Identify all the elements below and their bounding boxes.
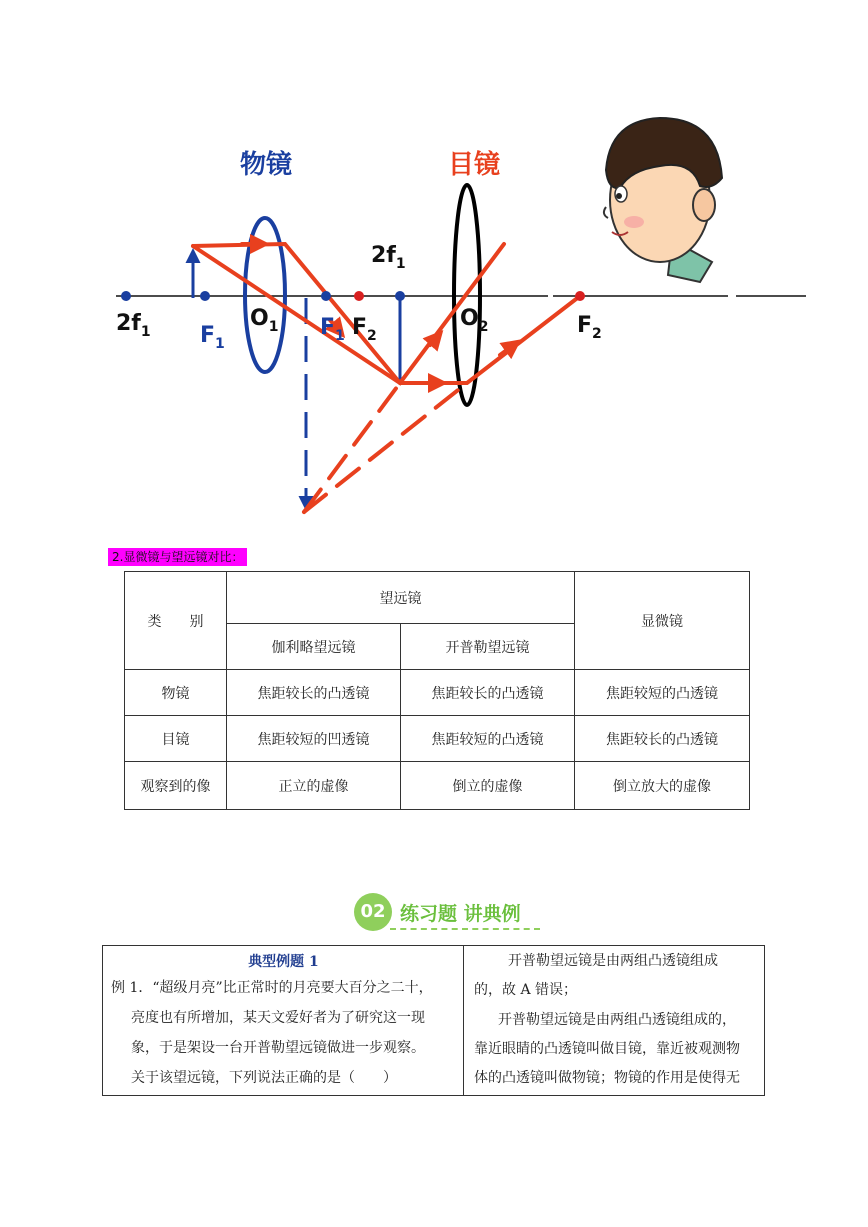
label-f1-right: $F_1$ — [320, 315, 345, 344]
answer-line: 的，故 A 错误； — [474, 982, 578, 998]
eyepiece-label: 目镜 — [448, 150, 501, 180]
row-label: 观察到的像 — [125, 762, 227, 810]
banner-underline — [390, 928, 540, 930]
question-line: 关于该望远镜，下列说法正确的是（ ） — [131, 1070, 397, 1086]
header-microscope: 显微镜 — [575, 572, 750, 670]
example-box — [102, 945, 765, 1096]
question-line: 象，于是架设一台开普勒望远镜做进一步观察。 — [131, 1040, 425, 1056]
table-cell: 焦距较长的凸透镜 — [401, 670, 575, 716]
label-2f1-left: $2f_1$ — [116, 311, 151, 340]
row-label: 物镜 — [125, 670, 227, 716]
question-line: 例 1．“超级月亮”比正常时的月亮要大百分之二十， — [111, 980, 433, 996]
label-o1: $O_1$ — [250, 306, 279, 335]
header-category: 类 别 — [125, 572, 227, 670]
comparison-table — [124, 571, 750, 810]
answer-line: 体的凸透镜叫做物镜；物镜的作用是使得无 — [474, 1070, 740, 1086]
observer-face-icon — [604, 118, 722, 282]
label-f1: $F_1$ — [200, 323, 225, 352]
header-keplerian: 开普勒望远镜 — [401, 624, 575, 670]
example-title: 典型例题 1 — [248, 954, 319, 970]
light-rays — [193, 244, 580, 512]
table-cell: 焦距较短的凸透镜 — [575, 670, 750, 716]
table-row — [125, 670, 750, 716]
label-f2-right: $F_2$ — [577, 313, 602, 342]
header-telescope: 望远镜 — [227, 572, 575, 624]
telescope-optics-diagram — [0, 100, 868, 530]
label-2f1-right: $2f_1$ — [371, 243, 406, 272]
example-question-column — [103, 946, 464, 1095]
question-line: 亮度也有所增加，某天文爱好者为了研究这一现 — [131, 1010, 425, 1026]
table-cell: 正立的虚像 — [227, 762, 401, 810]
example-answer-column — [464, 946, 764, 1095]
table-row — [125, 716, 750, 762]
table-cell: 焦距较长的凸透镜 — [575, 716, 750, 762]
table-row — [125, 762, 750, 810]
objective-label: 物镜 — [240, 150, 293, 180]
label-o2: $O_2$ — [460, 306, 489, 335]
banner-number-badge: 02 — [354, 893, 392, 931]
table-cell: 焦距较长的凸透镜 — [227, 670, 401, 716]
banner-title: 练习题 讲典例 — [400, 903, 521, 925]
table-cell: 倒立的虚像 — [401, 762, 575, 810]
table-cell: 焦距较短的凹透镜 — [227, 716, 401, 762]
row-label: 目镜 — [125, 716, 227, 762]
table-cell: 倒立放大的虚像 — [575, 762, 750, 810]
section-heading-comparison: 2.显微镜与望远镜对比： — [108, 548, 247, 566]
header-galilean: 伽利略望远镜 — [227, 624, 401, 670]
answer-line: 开普勒望远镜是由两组凸透镜组成的， — [498, 1012, 736, 1028]
answer-line: 靠近眼睛的凸透镜叫做目镜，靠近被观测物 — [474, 1041, 740, 1057]
answer-line: 开普勒望远镜是由两组凸透镜组成 — [508, 953, 718, 969]
exercise-banner — [354, 893, 554, 933]
table-cell: 焦距较短的凸透镜 — [401, 716, 575, 762]
label-f2-left: $F_2$ — [352, 315, 377, 344]
